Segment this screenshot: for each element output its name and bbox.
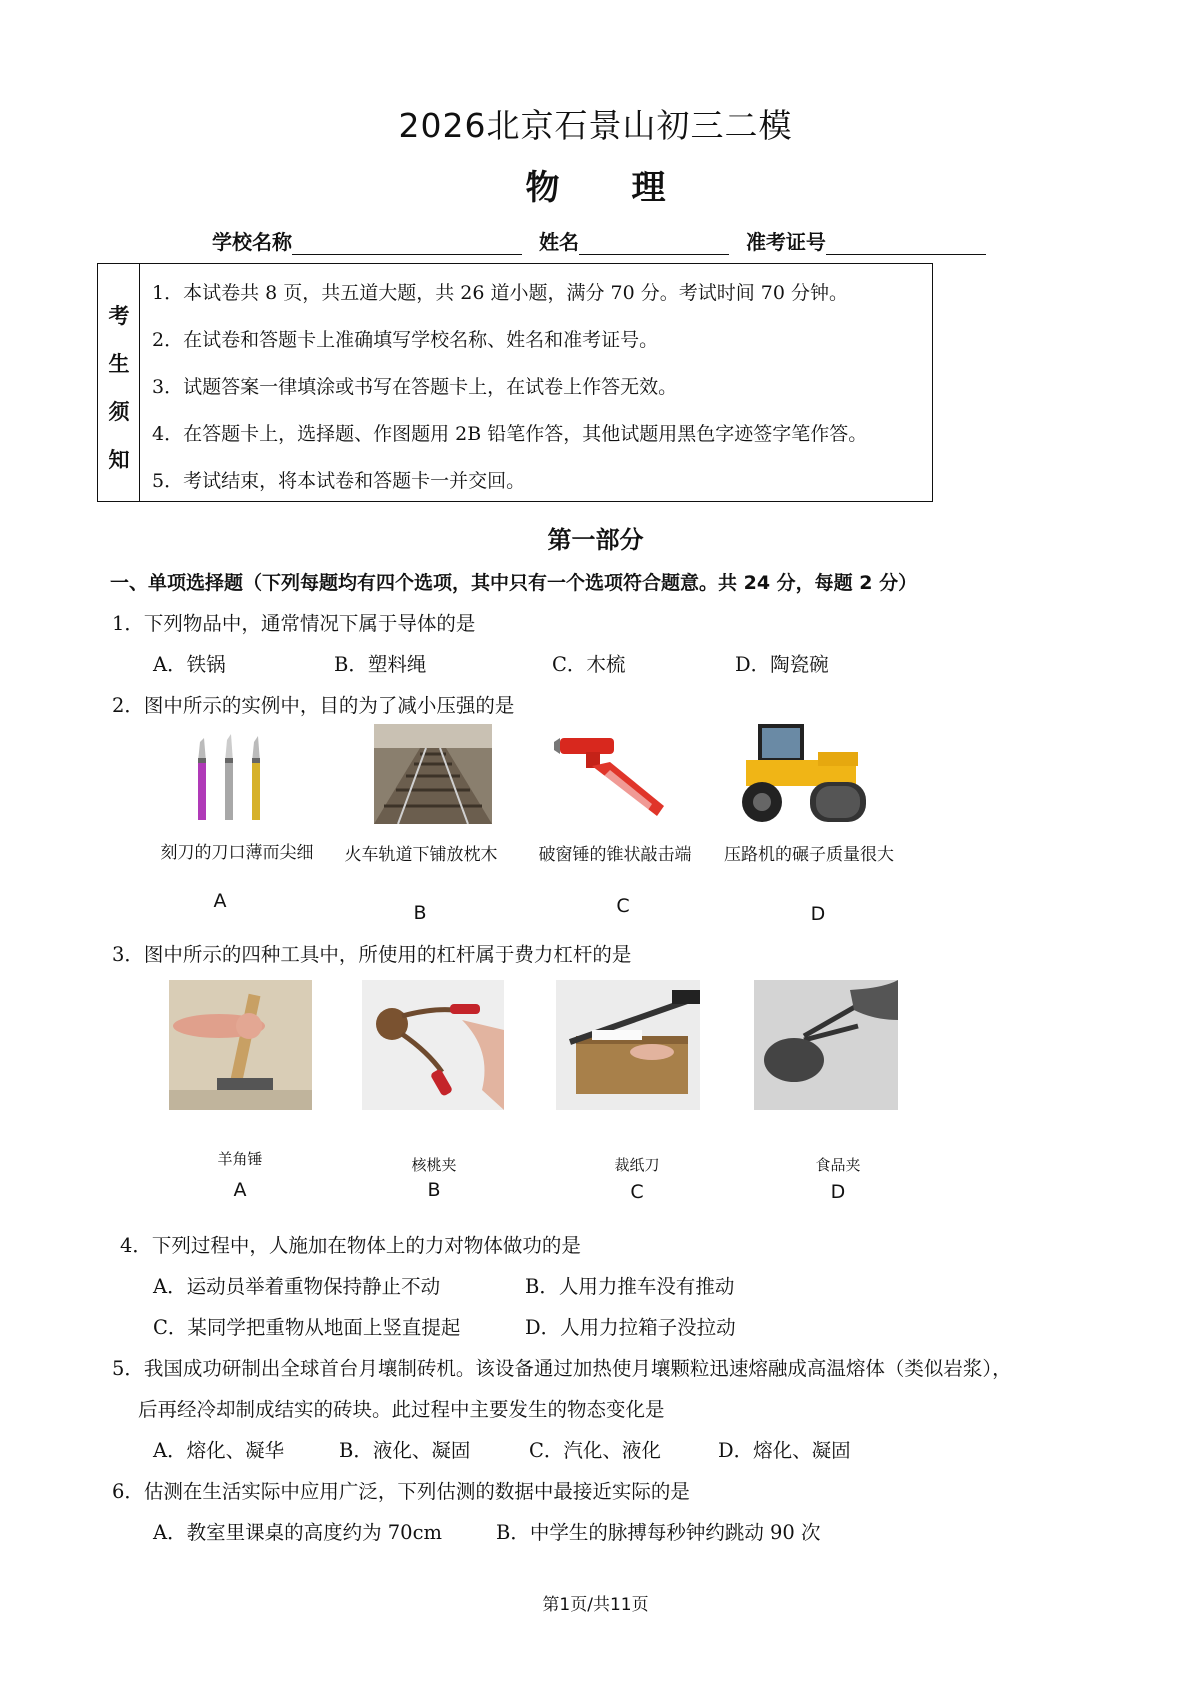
part-title: 第一部分 [547,526,644,554]
q4-stem: 4．下列过程中，人施加在物体上的力对物体做功的是 [120,1234,581,1257]
q2-letter-c: C [616,895,630,917]
q2-image-road-roller [728,716,868,828]
q5-option-c: C．汽化、液化 [529,1439,661,1462]
q3-letter-d: D [830,1181,846,1203]
subject-char-2: 理 [631,168,666,208]
q1-option-d: D．陶瓷碗 [735,653,829,676]
q3-letter-b: B [427,1179,441,1201]
q3-letter-c: C [630,1181,644,1203]
q2-letter-a: A [213,890,227,912]
q3-caption-c: 裁纸刀 [614,1156,660,1174]
q3-caption-b: 核桃夹 [411,1156,457,1174]
notice-line-2: 2．在试卷和答题卡上准确填写学校名称、姓名和准考证号。 [152,329,659,351]
q2-letter-d: D [810,903,826,925]
q6-option-b: B．中学生的脉搏每秒钟约跳动 90 次 [496,1521,821,1544]
q1-option-c: C．木梳 [552,653,626,676]
q2-caption-b: 火车轨道下铺放枕木 [344,845,498,865]
notice-line-5: 5．考试结束，将本试卷和答题卡一并交回。 [152,470,526,492]
q3-letter-a: A [233,1179,247,1201]
q2-image-safety-hammer [552,728,672,824]
exam-title: 2026北京石景山初三二模 [398,106,793,145]
q3-caption-d: 食品夹 [815,1156,861,1174]
q5-stem-line-1: 5．我国成功研制出全球首台月壤制砖机。该设备通过加热使月壤颗粒迅速熔融成高温熔体（类似岩浆）， [112,1357,1012,1380]
q3-caption-a: 羊角锤 [217,1150,263,1168]
q5-option-b: B．液化、凝固 [339,1439,471,1462]
notice-line-3: 3．试题答案一律填涂或书写在答题卡上，在试卷上作答无效。 [152,376,678,398]
q3-image-claw-hammer [169,980,312,1110]
q5-option-d: D．熔化、凝固 [718,1439,851,1462]
school-name-blank[interactable] [292,232,522,255]
subject-title [0,160,1191,209]
q3-image-nutcracker [362,980,504,1110]
q3-image-paper-cutter [556,980,700,1110]
notice-line-4: 4．在答题卡上，选择题、作图题用 2B 铅笔作答，其他试题用黑色字迹签字笔作答。 [152,423,868,445]
q2-caption-a: 刻刀的刀口薄而尖细 [160,843,314,863]
notice-side-char: 须 [108,400,130,424]
q4-option-d: D．人用力拉箱子没拉动 [525,1316,736,1339]
q2-image-carving-knives [190,728,270,824]
notice-side-char: 生 [108,352,130,376]
q5-stem-line-2: 后再经冷却制成结实的砖块。此过程中主要发生的物态变化是 [138,1398,665,1421]
q1-option-b: B．塑料绳 [334,653,427,676]
q4-option-a: A．运动员举着重物保持静止不动 [153,1275,441,1298]
q2-stem: 2．图中所示的实例中，目的为了减小压强的是 [112,694,515,717]
notice-side-char: 知 [108,448,130,472]
notice-line-1: 1．本试卷共 8 页，共五道大题，共 26 道小题，满分 70 分。考试时间 70 分钟。 [152,282,849,304]
q6-option-a: A．教室里课桌的高度约为 70cm [153,1521,443,1544]
q5-option-a: A．熔化、凝华 [153,1439,285,1462]
student-info-row [212,226,986,255]
exam-notice-box [97,263,933,502]
q3-stem: 3．图中所示的四种工具中，所使用的杠杆属于费力杠杆的是 [112,943,632,966]
notice-side-char: 考 [108,304,130,328]
q4-option-c: C．某同学把重物从地面上竖直提起 [153,1316,461,1339]
q1-stem: 1．下列物品中，通常情况下属于导体的是 [112,612,476,635]
student-name-blank[interactable] [579,232,729,255]
subject-char-1: 物 [525,168,560,208]
notice-side-label [98,264,140,501]
school-name-label: 学校名称 [212,230,292,254]
q2-image-railway-sleepers [374,724,492,824]
q3-image-food-tongs [754,980,898,1110]
exam-id-blank[interactable] [826,232,986,255]
exam-id-label: 准考证号 [745,230,826,254]
q2-caption-d: 压路机的碾子质量很大 [724,845,894,865]
student-name-label: 姓名 [538,230,579,254]
q6-stem: 6．估测在生活实际中应用广泛，下列估测的数据中最接近实际的是 [112,1480,690,1503]
q1-option-a: A．铁锅 [153,653,226,676]
q2-caption-c: 破窗锤的锥状敲击端 [538,845,692,865]
q4-option-b: B．人用力推车没有推动 [525,1275,735,1298]
q2-letter-b: B [413,902,427,924]
page-number: 第1页/共11页 [542,1595,649,1615]
section-1-heading: 一、单项选择题（下列每题均有四个选项，其中只有一个选项符合题意。共 24 分，每题 2 分） [110,572,918,594]
